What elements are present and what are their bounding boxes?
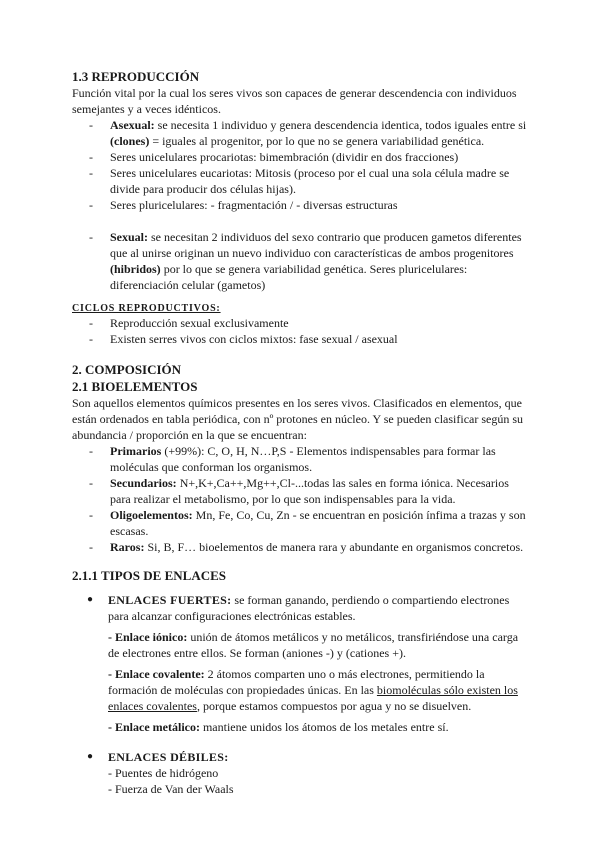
- list-item-sexual: - Sexual: se necesitan 2 individuos del sexo contrario que producen gametos diferentes que al unirse originan un nuevo individuo con características de ambos progenitores (hibridos) por lo que se genera variabilidad genética. Seres pluricelulares: diferenciación celular (gametos): [89, 230, 522, 292]
- enlace-metalico: - Enlace metálico: mantiene unidos los átomos de los metales entre sí.: [108, 720, 449, 734]
- bullet-icon: ●: [87, 751, 94, 762]
- enlace-ionico: - Enlace iónico: unión de átomos metálicos y no metálicos, transfiriéndose una carga de electrones entre ellos. Se forman (aniones -) y (cationes +).: [108, 630, 519, 660]
- document-page: [72, 68, 532, 797]
- list-item-enlaces-debiles: ● ENLACES DÉBILES:: [87, 750, 229, 764]
- reproduccion-list: [72, 117, 532, 293]
- enlaces-debiles-list: [72, 749, 532, 765]
- list-item: - Existen serres vivos con ciclos mixtos: fase sexual / asexual: [89, 332, 398, 346]
- list-item: - Seres pluricelulares: - fragmentación / - diversas estructuras: [89, 198, 398, 212]
- list-item: - Reproducción sexual exclusivamente: [89, 316, 289, 330]
- list-item-enlaces-fuertes: ● ENLACES FUERTES: se forman ganando, perdiendo o compartiendo electrones para alcanzar configuraciones electrónicas estables.: [87, 593, 510, 623]
- bioelementos-list: [72, 443, 532, 555]
- list-item: - Seres unicelulares procariotas: bimembración (dividir en dos fracciones): [89, 150, 459, 164]
- ciclos-list: [72, 315, 532, 347]
- list-item: - Primarios (+99%): C, O, H, N…P,S - Elementos indispensables para formar las moléculas que conforman los organismos.: [89, 444, 496, 474]
- enlaces-list: [72, 592, 532, 624]
- list-item: - Secundarios: N+,K+,Ca++,Mg++,Cl-...todas las sales en forma iónica. Necesarios para realizar el metabolismo, por lo que son indispensables para la vida.: [89, 476, 509, 506]
- list-item-asexual: - Asexual: se necesita 1 individuo y genera descendencia identica, todos iguales entre si (clones) = iguales al progenitor, por lo que no se genera variabilidad genética.: [89, 118, 527, 148]
- list-item: - Oligoelementos: Mn, Fe, Co, Cu, Zn - se encuentran en posición ínfima a trazas y son escasas.: [89, 508, 526, 538]
- enlace-covalente: - Enlace covalente: 2 átomos comparten uno o más electrones, permitiendo la formación de moléculas con propiedades únicas. En las biomoléculas sólo existen los enlaces covalentes, porque estamos compuestos por agua y no se disuelven.: [108, 667, 518, 713]
- list-item: - Raros: Si, B, F… bioelementos de manera rara y abundante en organismos concretos.: [89, 540, 524, 554]
- ciclos-title: CICLOS REPRODUCTIVOS:: [72, 303, 221, 314]
- reproduccion-intro: Función vital por la cual los seres vivos son capaces de generar descendencia con individuos semejantes y a veces idénticos.: [72, 86, 517, 116]
- section-title-tipos-enlaces: 2.1.1 TIPOS DE ENLACES: [72, 568, 226, 583]
- enlace-debil-item: - Puentes de hidrógeno: [108, 766, 219, 780]
- enlace-debil-item: - Fuerza de Van der Waals: [108, 782, 234, 796]
- list-item: - Seres unicelulares eucariotas: Mitosis (proceso por el cual una sola célula madre se divide para producir dos células hijas).: [89, 166, 510, 196]
- section-title-reproduccion: 1.3 REPRODUCCIÓN: [72, 69, 200, 84]
- bioelementos-intro: Son aquellos elementos químicos presentes en los seres vivos. Clasificados en elementos, que están ordenados en tabla periódica, con nº protones en núcleo. Y se pueden clasificar según su abundancia / proporción en la que se encuentran:: [72, 396, 524, 442]
- section-title-composicion: 2. COMPOSICIÓN: [72, 362, 182, 377]
- bullet-icon: ●: [87, 594, 94, 605]
- section-title-bioelementos: 2.1 BIOELEMENTOS: [72, 379, 198, 394]
